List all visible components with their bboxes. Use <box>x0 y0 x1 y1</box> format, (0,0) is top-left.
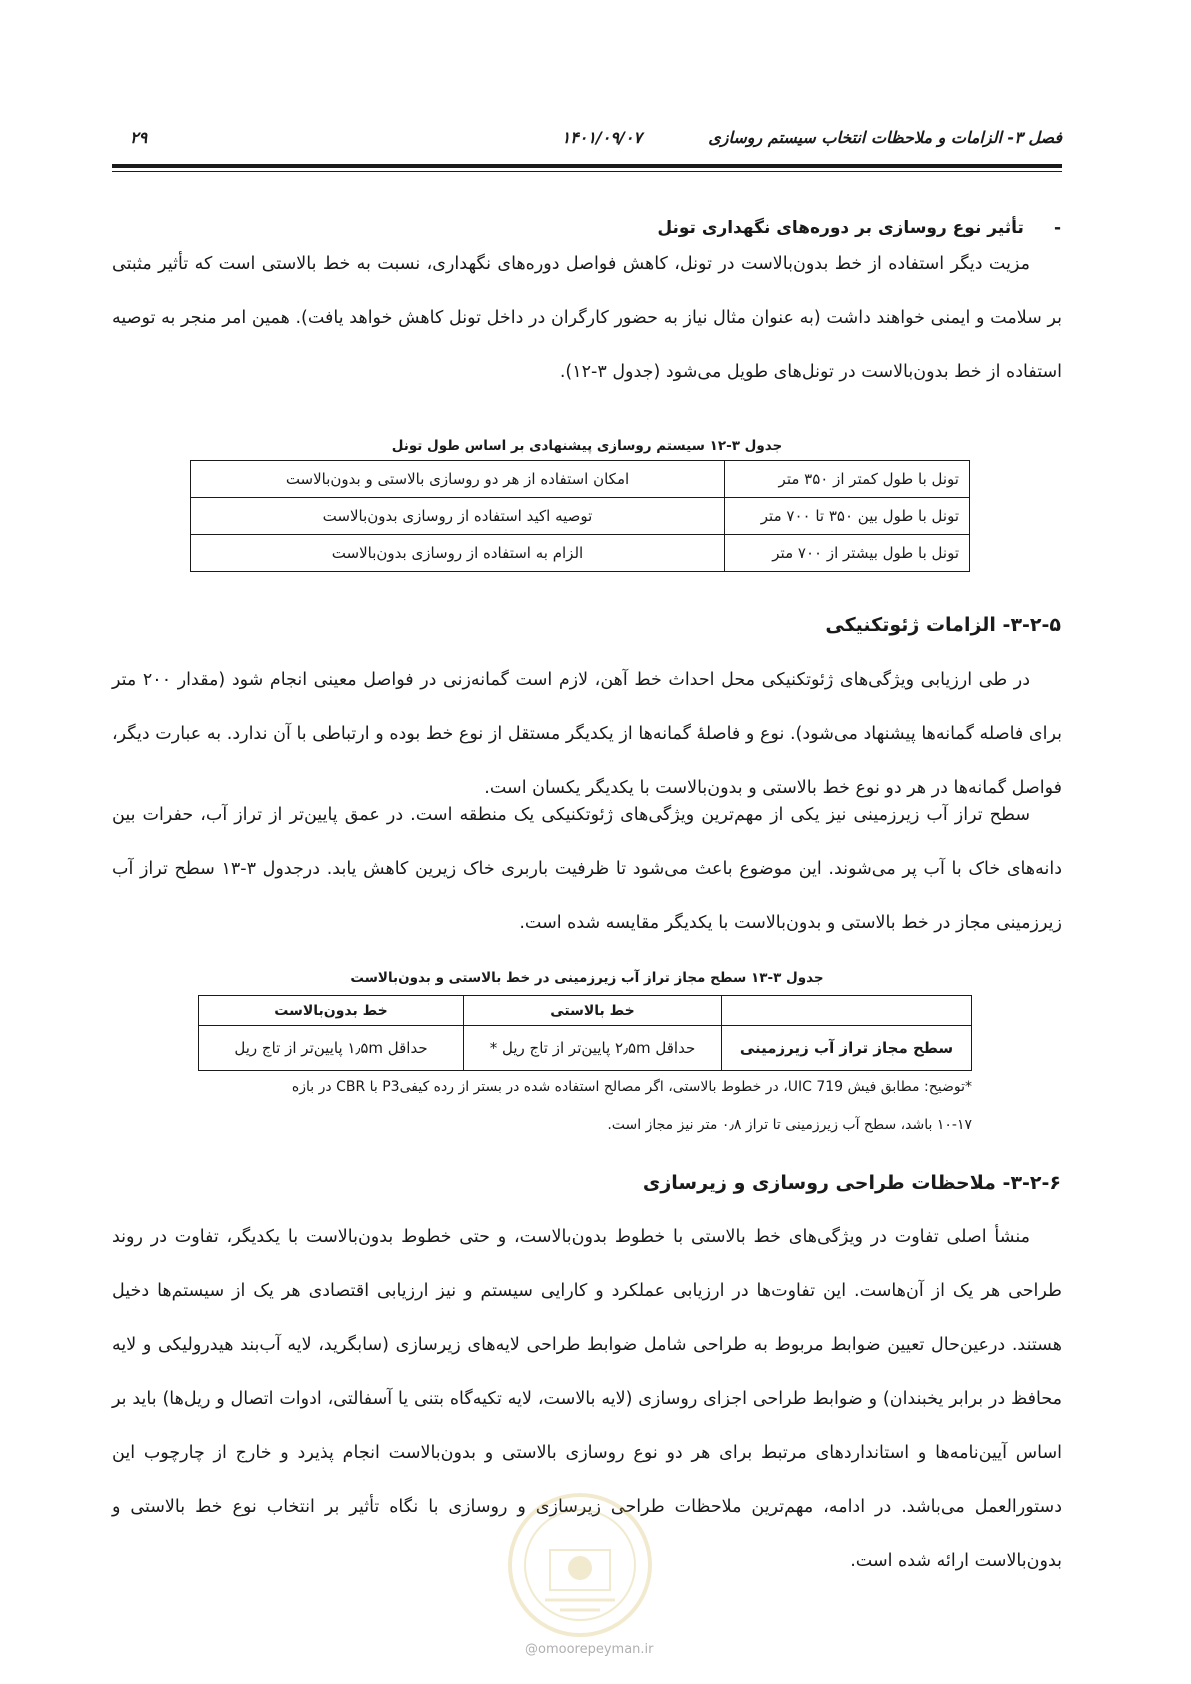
table-cell-ballasted: حداقل ۲٫۵m پایین‌تر از تاج ریل * <box>464 1026 722 1071</box>
geotech-paragraph-2 <box>112 788 1062 950</box>
table-cell-recommendation: الزام به استفاده از روسازی بدون‌بالاست <box>191 535 725 572</box>
geotech-paragraph-1-text: در طی ارزیابی ویژگی‌های ژئوتکنیکی محل احداث خط آهن، لازم است گمانه‌زنی در فواصل معینی انجام شود (مقدار ۲۰۰ متر برای فاصله گمانه‌ها پیشنهاد می‌شود). نوع و فاصلهٔ گمانه‌ها از یکدیگر مستقل از نوع خط بوده و ارتباطی با آن ندارد. به عبارت دیگر، فواصل گمانه‌ها در هر دو نوع خط بالاستی و بدون‌بالاست با یکدیگر یکسان است. <box>112 670 1062 798</box>
table-header-row <box>199 996 972 1026</box>
design-paragraph-text: منشأ اصلی تفاوت در ویژگی‌های خط بالاستی با خطوط بدون‌بالاست، و حتی خطوط بدون‌بالاست با یکدیگر، تفاوت در روند طراحی هر یک از آن‌هاست. این تفاوت‌ها در ارزیابی عملکرد و کارایی سیستم و نیز ارزیابی اقتصادی هر یک از سیستم‌ها دخیل هستند. درعین‌حال تعیین ضوابط مربوط به طراحی شامل ضوابط طراحی لایه‌های زیرسازی (سابگرید، لایه آب‌بند هیدرولیکی و لایه محافظ در برابر یخبندان) و ضوابط طراحی اجزای روسازی (لایه بالاست، لایه تکیه‌گاه بتنی یا آسفالتی، ادوات اتصال و ریل‌ها) باید بر اساس آیین‌نامه‌ها و استانداردهای مرتبط برای هر دو نوع روسازی بالاستی و بدون‌بالاست انجام پذیرد و خارج از چارچوب این دستورالعمل می‌باشد. در ادامه، مهم‌ترین ملاحظات طراحی زیرسازی و روسازی با نگاه تأثیر بر انتخاب نوع خط بالاستی و بدون‌بالاست ارائه شده است. <box>112 1227 1062 1571</box>
table-row <box>191 461 970 498</box>
table-cell-length: تونل با طول کمتر از ۳۵۰ متر <box>725 461 970 498</box>
table-cell-ballastless: حداقل ۱٫۵m پایین‌تر از تاج ریل <box>199 1026 464 1071</box>
page-header <box>112 128 1062 154</box>
tunnel-heading-text: تأثیر نوع روسازی بر دوره‌های نگهداری تونل <box>657 218 1024 238</box>
tunnel-paragraph <box>112 237 1062 399</box>
watermark-seal-icon <box>505 1490 655 1640</box>
table-13-footnote-line-1: *توضیح: مطابق فیش UIC 719، در خطوط بالاستی، اگر مصالح استفاده شده در بستر از رده کیفیP3 با CBR در بازه <box>291 1079 972 1095</box>
table-13 <box>198 995 972 1071</box>
table-row <box>191 535 970 572</box>
bullet-dash: - <box>1053 218 1061 238</box>
table-12 <box>190 460 970 572</box>
header-rule <box>112 164 1062 168</box>
document-date: ۱۴۰۱/۰۹/۰۷ <box>561 128 642 147</box>
table-cell-recommendation: توصیه اکید استفاده از روسازی بدون‌بالاست <box>191 498 725 535</box>
design-heading: ۳-۲-۶- ملاحظات طراحی روسازی و زیرسازی <box>642 1172 1061 1194</box>
header-rule-thin <box>112 171 1062 172</box>
table-13-footnote-line-2: ۱۰-۱۷ باشد، سطح آب زیرزمینی تا تراز ۰٫۸ متر نیز مجاز است. <box>607 1117 972 1133</box>
geotech-heading: ۳-۲-۵- الزامات ژئوتکنیکی <box>825 614 1061 636</box>
table-13-caption: جدول ۳-۱۳ سطح مجاز تراز آب زیرزمینی در خط بالاستی و بدون‌بالاست <box>350 970 824 986</box>
page-number: ۲۹ <box>130 128 148 147</box>
table-header-ballastless: خط بدون‌بالاست <box>199 996 464 1026</box>
table-row <box>199 1026 972 1071</box>
watermark-url: @omoorepeyman.ir <box>525 1642 654 1657</box>
table-cell-length: تونل با طول بین ۳۵۰ تا ۷۰۰ متر <box>725 498 970 535</box>
table-header-empty <box>722 996 972 1026</box>
table-cell-recommendation: امکان استفاده از هر دو روسازی بالاستی و بدون‌بالاست <box>191 461 725 498</box>
tunnel-heading <box>657 218 1061 238</box>
table-row-label: سطح مجاز تراز آب زیرزمینی <box>722 1026 972 1071</box>
table-12-caption: جدول ۳-۱۲ سیستم روسازی پیشنهادی بر اساس طول تونل <box>391 438 783 454</box>
chapter-title: فصل ۳- الزامات و ملاحظات انتخاب سیستم روسازی <box>708 128 1062 147</box>
table-row <box>191 498 970 535</box>
tunnel-paragraph-text: مزیت دیگر استفاده از خط بدون‌بالاست در تونل، کاهش فواصل دوره‌های نگهداری، نسبت به خط بالاستی است که تأثیر مثبتی بر سلامت و ایمنی خواهند داشت (به عنوان مثال نیاز به حضور کارگران در داخل تونل کاهش خواهد یافت). همین امر منجر به توصیه استفاده از خط بدون‌بالاست در تونل‌های طویل می‌شود (جدول ۳-۱۲). <box>112 254 1062 382</box>
geotech-paragraph-2-text: سطح تراز آب زیرزمینی نیز یکی از مهم‌ترین ویژگی‌های ژئوتکنیکی یک منطقه است. در عمق پایین‌تر از تراز آب، حفرات بین دانه‌های خاک با آب پر می‌شوند. این موضوع باعث می‌شود تا ظرفیت باربری خاک زیرین کاهش یابد. درجدول ۳-۱۳ سطح تراز آب زیرزمینی مجاز در خط بالاستی و بدون‌بالاست با یکدیگر مقایسه شده است. <box>112 805 1062 933</box>
table-cell-length: تونل با طول بیشتر از ۷۰۰ متر <box>725 535 970 572</box>
table-header-ballasted: خط بالاستی <box>464 996 722 1026</box>
